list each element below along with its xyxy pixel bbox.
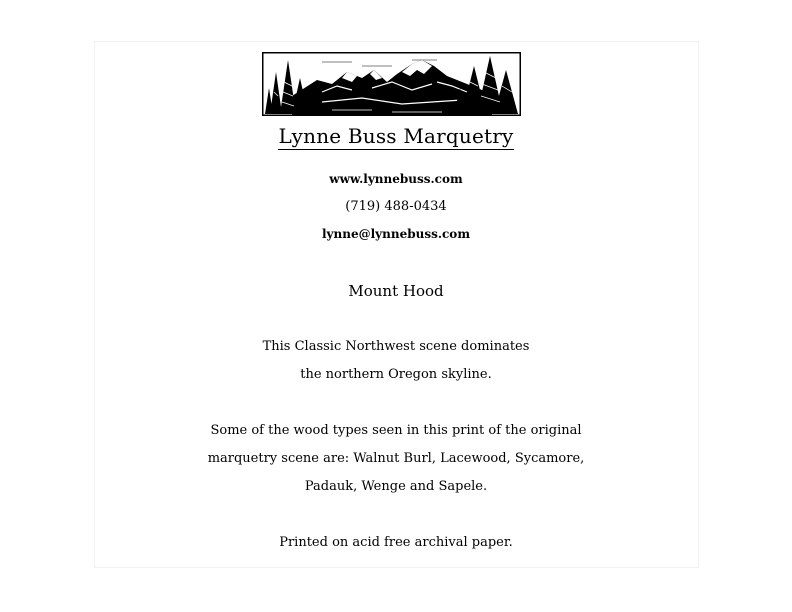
brand-title — [0, 124, 792, 150]
brand-name: Lynne Buss Marquetry — [278, 124, 514, 148]
description-line-1: This Classic Northwest scene dominates — [262, 339, 530, 354]
artwork-title: Mount Hood — [348, 282, 444, 300]
paper-note: Printed on acid free archival paper. — [279, 535, 513, 550]
woods-line-3: Padauk, Wenge and Sapele. — [304, 479, 488, 494]
woods-line-2: marquetry scene are: Walnut Burl, Lacewood, Sycamore, — [207, 451, 585, 466]
email-link[interactable]: lynne@lynnebuss.com — [321, 227, 471, 241]
description-line-2: the northern Oregon skyline. — [300, 367, 492, 382]
woods-line-1: Some of the wood types seen in this print of the original — [210, 423, 582, 438]
mountain-landscape-logo-icon — [262, 52, 521, 116]
phone-number: (719) 488-0434 — [345, 199, 447, 214]
website-link[interactable]: www.lynnebuss.com — [329, 172, 463, 186]
